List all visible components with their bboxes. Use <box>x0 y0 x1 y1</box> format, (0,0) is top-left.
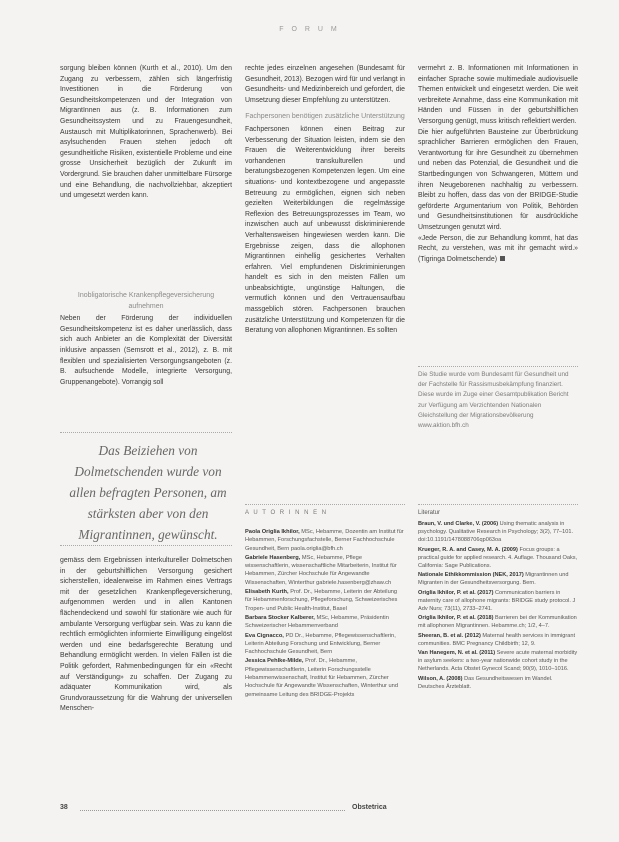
author-text: MSc, Hebamme, Präsidentin Schweizerischer Hebammenverband <box>245 614 389 630</box>
body-paragraph: vermehrt z. B. Informationen mit Informationen in einfacher Sprache sowie multimediale audiovisuelle Themen entwickelt und eingesetzt werden. Die weit verbreitete Annahme, dass eine Kommunikation mit Händen und Füssen in der geburtshilflichen Versorgung genügt, muss kritisch reflektiert werden. <box>418 65 578 125</box>
subheading: Fachpersonen benötigen zusätzliche Unterstützung <box>245 113 405 121</box>
author-entry <box>245 528 405 553</box>
body-paragraph: Fachpersonen können einen Beitrag zur Verbesserung der Situation leisten, indem sie den Frauen die Weiterentwicklung ihrer bereits vorhandenen transkulturellen und beratungsbezogenen Kompetenzen legen. Um eine situations- und kontextbezogene und angepasste Betreuung zu ermöglichen, eignen sich neben gezielten Weiterbildungen die regelmässige Reflexion des Betreuungsprozesses im Team, wo inzwischen auch auf unbewusst diskriminierende Verhaltensweisen hingewiesen werden kann. Die Ergebnisse zeigen, dass die allophonen Migrantinnen einhellig gesichertes Verhalten erfahren. Viel empfundenen Diskriminierungen handelt es sich in den meisten Fällen um unbeabsichtigte, ungünstige Haltungen, die vermutlich können und den Vertrauensaufbau massgeblich stören. Fachpersonen brauchen zusätzliche Unterstützung und Kompetenzen für die Beratung von allophonen Migrantinnen. Es sollten <box>245 125 405 335</box>
authors-list <box>245 528 405 798</box>
reference-entry <box>418 571 578 587</box>
author-name: Eva Cignacco, <box>245 632 284 639</box>
author-name: Paola Origlia Ikhilor, <box>245 529 300 535</box>
reference-entry <box>418 546 578 571</box>
body-paragraph: gemäss dem Ergebnissen interkultureller Dolmetschen in der geburtshilflichen Versorgung gesichert sicherstellen, idealerweise im Rahmen eines Vertrags mit der gesetzlichen Krankenpflegeversicherung, aufgenommen werden und in allen Kantonen flächendeckend und sowohl für stationäre wie auch für ambulante Versorgung verfügbar sein. Was zu kann die rechtlich ermöglichten informierte Einwilligung eingelöst werden und eine bedarfsgerechte Beratung und Behandlung ermöglicht werden. In vielen Fällen ist die Politik gefordert, Rahmenbedingungen für ein «Recht auf Verständigung» zu schaffen. Der Zugang zu adäquater Kommunikation wird, als Grundvoraussetzung für die Wahrung der universellen Menschen- <box>60 557 232 713</box>
reference-text: Migrantinnen und Migranten in der Gesundheitsversorgung. Bern. <box>418 572 569 587</box>
reference-author: Origlia Ikhilor, P. et al. (2018) <box>418 615 494 622</box>
reference-author: Nationale Ethikkommission (NEK, 2017) <box>418 572 524 579</box>
column-1-bottom <box>60 556 232 796</box>
reference-entry <box>418 614 578 630</box>
author-entry <box>245 554 405 587</box>
author-entry <box>245 657 405 698</box>
author-text: Prof. Dr., Hebamme, Pflegewissenschaftlerin, Leiterin Forschungsstelle Hebammenwissenschaft, Institut für Hebammen, Zürcher Hochschule für Angewandte Wissenschaften, Winterthur und gemeinsame Leitung des BRIDGE-Projekts <box>245 658 399 698</box>
closing-quote-text: «Jede Person, die zur Behandlung kommt, hat das Recht, zu verstehen, was mit ihr gemacht wird.» (Tigringa Dolmetschende) <box>418 234 578 263</box>
column-2 <box>245 64 405 484</box>
body-paragraph: Die hier aufgeführten Bausteine zur Überbrückung sprachlicher Barrieren ermöglichen den Frauen, Verantwortung für ihre Gesundheit zu übernehmen und neben das Potenzial, die Gesundheit und die Startbedingungen von Schwangeren, Müttern und ihren Neugeborenen nachhaltig zu verbessern. Bleibt zu hoffen, dass das von der BRIDGE-Studie geförderte Argumentarium von Politik, Behörden und Gesundheitsinstitutionen für ausdrückliche Umsetzungen genutzt wird. <box>418 128 578 231</box>
divider <box>245 504 405 505</box>
page-footer <box>60 804 580 816</box>
divider <box>60 545 232 546</box>
body-paragraph: sorgung bleiben können (Kurth et al., 2010). Um den Zugang zu verbessern, zählen sich längerfristig Investitionen in die Förderung von Gesundheitskompetenzen und der Integration von MigrantInnen aus (z. B. Informationen zum Gesundheitssystem und zu Frauengesundheit, Austausch mit Multiplikatorinnen, Sprachenwerb). Bei asylsuchenden Frauen stehen jedoch oft gesundheitliche Risiken, existentielle Probleme und eine grosse Unsicherheit bezüglich der Zukunft im Vordergrund. Sie brauchen daher unmittelbare Fürsorge und eine Behandlung, die nachvollziehbar, akzeptiert und umgesetzt werden kann. <box>60 65 232 200</box>
reference-text: Communication barriers in maternity care of allophone migrants: BRIDGE study protocol. J Adv Nurs; 73(11), 2733–2741. <box>418 589 576 613</box>
author-text: MSc, Hebamme, Pflege wissenschaftlerin, wissenschaftliche Mitarbeiterin, Institut für Hebammen, Zürcher Hochschule für Angewandte Wissenschaften, Winterthur gabriele.hasenberg@zhaw.ch <box>245 554 397 586</box>
reference-text: Using thematic analysis in psychology. Qualitative Research in Psychology; 3(2), 77–101. doi:10.1191/1478088706qp063oa <box>418 521 574 544</box>
reference-entry <box>418 520 578 545</box>
reference-author: Origlia Ikhilor, P. et al. (2017) <box>418 589 494 596</box>
subheading: Inobligatorische Krankenpflegeversicherung aufnehmen <box>77 292 215 310</box>
reference-author: Wilson, A. (2008) <box>418 675 463 682</box>
running-head: F O R U M <box>279 26 340 33</box>
reference-author: Sheeran, B. et al. (2012) <box>418 632 481 639</box>
authors-heading: A U T O R I N N E N <box>245 510 328 516</box>
author-name: Barbara Stocker Kalberer, <box>245 614 315 621</box>
end-mark-icon <box>500 256 505 261</box>
divider <box>60 432 232 433</box>
divider <box>418 504 578 505</box>
author-text: Prof. Dr., Hebamme, Leiterin der Abteilung für Hebammenforschung, Pflegeforschung, Schweizerisches Tropen- und Public Health-Institut, Basel <box>245 589 398 612</box>
reference-entry <box>418 589 578 614</box>
reference-text: Das Gesundheitswesen im Wandel. Deutsches Ärzteblatt. <box>418 675 553 690</box>
reference-text: Focus groups: a practical guide for applied research. 4. Auflage. Thousand Oaks, California: Sage Publications. <box>418 546 578 570</box>
divider <box>418 366 578 367</box>
author-name: Jessica Pehlke-Milde, <box>245 658 304 665</box>
author-entry <box>245 632 405 657</box>
reference-text: Severe acute maternal morbidity in asylum seekers: a two-year nationwide cohort study in the Netherlands. Acta Obstet Gynecol Scand; 90(9), 1010–1016. <box>418 650 578 673</box>
author-text: PD Dr., Hebamme, Pflegewissenschaftlerin, Leiterin Abteilung Forschung und Entwicklung, Berner Fachhochschule Gesundheit, Bern <box>245 632 396 656</box>
reference-author: Krueger, R. A. and Casey, M. A. (2009) <box>418 546 518 553</box>
literature-list <box>418 520 578 800</box>
column-1-top <box>60 64 232 284</box>
author-entry <box>245 614 405 631</box>
pull-quote: Das Beiziehen von Dolmetschenden wurde von allen befragten Personen, am stärksten aber von den Migrantinnen, gewünscht. <box>69 443 227 542</box>
reference-entry <box>418 649 578 674</box>
author-text: MSc, Hebamme, Dozentin am Institut für Hebammen, Forschungsfachstelle, Berner Fachhochschule Gesundheit, Bern paola.origlia@bfh.ch <box>245 529 404 552</box>
journal-name: Obstetrica <box>352 804 387 811</box>
reference-text: Barrieren bei der Kommunikation mit allophonen Migrantinnen. Hebamme.ch; 1/2, 4–7. <box>418 615 577 630</box>
page-number: 38 <box>60 804 68 811</box>
funding-note: Die Studie wurde vom Bundesamt für Gesundheit und der Fachstelle für Rassismusbekämpfung finanziert. Diese wurde im Zuge einer Gesamtpublikation Bericht zur Verfügung am Verzichtenden Nationalen Gleichstellung der Migrationsbevölkerung www.aktion.bfh.ch <box>418 371 569 430</box>
reference-text: Maternal health services in immigrant communities. BMC Pregnancy Childbirth; 12, 9. <box>418 632 576 647</box>
author-name: Elisabeth Kurth, <box>245 589 289 596</box>
body-paragraph: rechte jedes einzelnen angesehen (Bundesamt für Gesundheit, 2013). Bezogen wird für und verlangt in Gesundheits- und Medizinbereich und gefordert, die Umsetzung dieser Empfehlung zu unterstützen. <box>245 65 405 104</box>
reference-author: Van Hanegem, N. et al. (2011) <box>418 650 496 657</box>
reference-entry <box>418 675 578 691</box>
column-3 <box>418 64 578 354</box>
body-paragraph: Neben der Förderung der individuellen Gesundheitskompetenz ist es daher unerlässlich, dass sich auch Anbieter an die Komplexität der Diversität inklusive anpassen (Semsrott et al., 2012), z. B. mit flexiblen und spezialisierten Versorgungsangeboten (z. B. aufsuchende Modelle, integrierte Versorgung, Gruppenangebote). Vorrangig soll <box>60 315 232 386</box>
author-name: Gabriele Hasenberg, <box>245 554 301 561</box>
literature-heading: Literatur <box>418 510 441 516</box>
column-1-middle <box>60 285 232 445</box>
reference-author: Braun, V. und Clarke, V. (2006) <box>418 521 499 527</box>
author-entry <box>245 588 405 613</box>
footer-rule <box>80 810 345 811</box>
reference-entry <box>418 632 578 648</box>
closing-quote <box>418 234 578 266</box>
